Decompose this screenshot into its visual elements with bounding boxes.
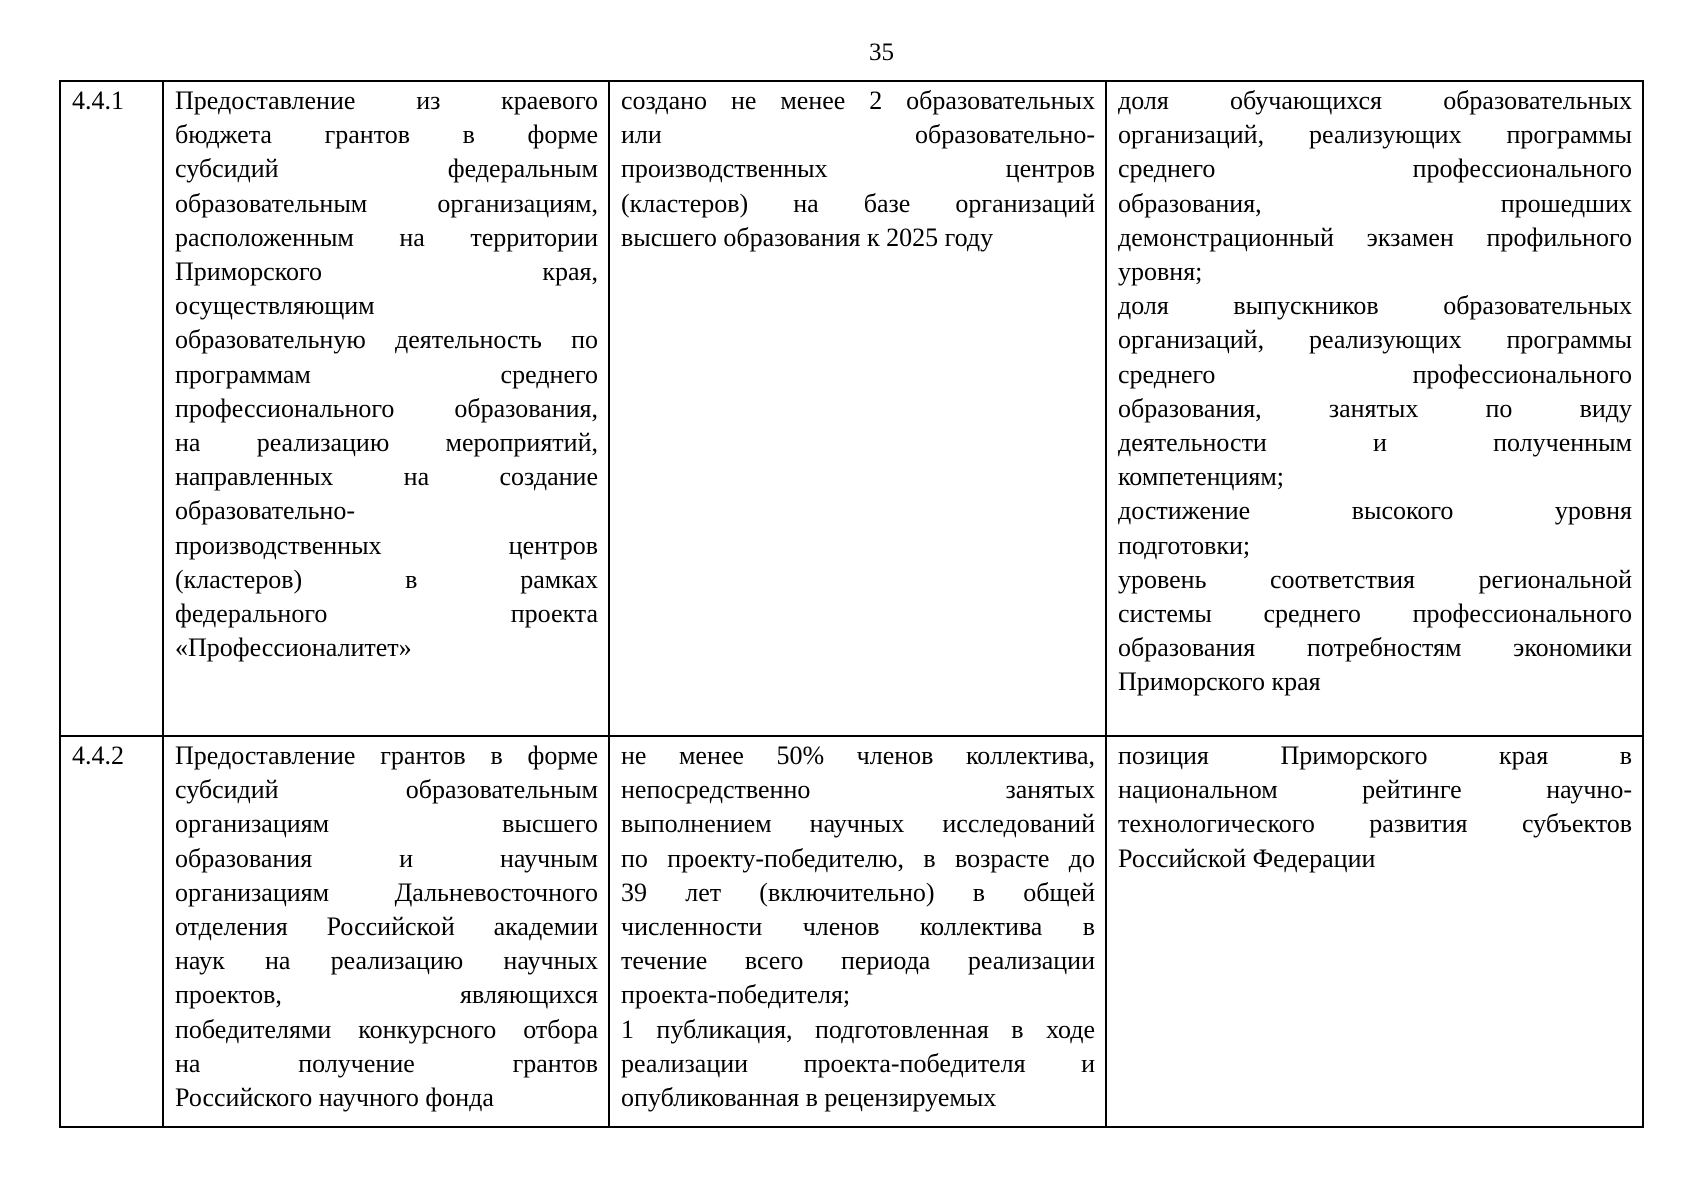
row-number-cell: 4.4.2 xyxy=(60,736,163,1127)
text-line: образования, занятых по виду xyxy=(1118,393,1632,423)
text-line: национальном рейтинге научно- xyxy=(1118,775,1632,805)
text-line: расположенным на территории xyxy=(175,222,598,252)
text-line: численности членов коллектива в xyxy=(621,912,1095,942)
measures-table xyxy=(59,80,1644,1128)
text-line: позиция Приморского края в xyxy=(1118,741,1632,770)
text-line: Предоставление грантов в форме xyxy=(175,741,598,770)
result-text xyxy=(621,84,1095,255)
text-line: «Профессионалитет» xyxy=(175,633,412,663)
text-line: технологического развития субъектов xyxy=(1118,809,1632,839)
text-line: или образовательно- xyxy=(621,120,1095,150)
text-line: Приморского края, xyxy=(175,257,598,287)
text-line: Российского научного фонда xyxy=(175,1083,494,1113)
table-row xyxy=(60,81,1643,736)
text-line: опубликованная в рецензируемых xyxy=(621,1083,997,1113)
text-line: производственных центров xyxy=(175,530,598,560)
text-line: образования и научным xyxy=(175,843,598,873)
text-line: организаций, реализующих программы xyxy=(1118,120,1632,150)
text-line: непосредственно занятых xyxy=(621,775,1095,805)
text-line: на получение грантов xyxy=(175,1048,598,1078)
text-line: образования, прошедших xyxy=(1118,188,1632,218)
text-line: деятельности и полученным xyxy=(1118,428,1632,458)
text-line: создано не менее 2 образовательных xyxy=(621,86,1095,115)
action-text xyxy=(175,84,598,665)
text-line: субсидий образовательным xyxy=(175,775,598,805)
text-line: проектов, являющихся xyxy=(175,980,598,1010)
text-line: 1 публикация, подготовленная в ходе xyxy=(621,1014,1095,1044)
text-line: отделения Российской академии xyxy=(175,912,598,942)
text-line: образования потребностям экономики xyxy=(1118,633,1632,663)
text-line: направленных на создание xyxy=(175,462,598,492)
text-line: не менее 50% членов коллектива, xyxy=(621,741,1095,770)
text-line: Приморского края xyxy=(1118,667,1321,697)
text-line: осуществляющим xyxy=(175,291,375,321)
text-line: программам среднего xyxy=(175,359,598,389)
text-line: доля обучающихся образовательных xyxy=(1118,86,1632,115)
text-line: Российской Федерации xyxy=(1118,843,1376,873)
result-cell xyxy=(609,81,1106,736)
text-line: среднего профессионального xyxy=(1118,154,1632,184)
text-line: выполнением научных исследований xyxy=(621,809,1095,839)
text-line: течение всего периода реализации xyxy=(621,946,1095,976)
text-line: профессионального образования, xyxy=(175,393,598,423)
text-line: 39 лет (включительно) в общей xyxy=(621,877,1095,907)
page-number: 35 xyxy=(869,39,894,66)
table-row xyxy=(60,736,1643,1127)
action-cell xyxy=(163,81,609,736)
text-line: наук на реализацию научных xyxy=(175,946,598,976)
row-number-cell: 4.4.1 xyxy=(60,81,163,736)
text-line: подготовки; xyxy=(1118,530,1251,560)
text-line: субсидий федеральным xyxy=(175,154,598,184)
text-line: (кластеров) на базе организаций xyxy=(621,188,1095,218)
action-text xyxy=(175,739,598,1115)
text-line: компетенциям; xyxy=(1118,462,1285,492)
text-line: образовательно- xyxy=(175,496,355,526)
text-line: системы среднего профессионального xyxy=(1118,599,1632,629)
indicators-text xyxy=(1118,84,1632,700)
text-line: уровень соответствия региональной xyxy=(1118,564,1632,594)
text-line: демонстрационный экзамен профильного xyxy=(1118,222,1632,252)
text-line: достижение высокого уровня xyxy=(1118,496,1632,526)
text-line: бюджета грантов в форме xyxy=(175,120,598,150)
indicators-cell xyxy=(1106,81,1643,736)
text-line: организаций, реализующих программы xyxy=(1118,325,1632,355)
result-cell xyxy=(609,736,1106,1127)
indicators-cell xyxy=(1106,736,1643,1127)
action-cell xyxy=(163,736,609,1127)
text-line: образовательную деятельность по xyxy=(175,325,598,355)
text-line: образовательным организациям, xyxy=(175,188,598,218)
text-line: организациям Дальневосточного xyxy=(175,877,598,907)
text-line: на реализацию мероприятий, xyxy=(175,428,598,458)
result-text xyxy=(621,739,1095,1115)
text-line: победителями конкурсного отбора xyxy=(175,1014,598,1044)
text-line: производственных центров xyxy=(621,154,1095,184)
text-line: (кластеров) в рамках xyxy=(175,564,598,594)
text-line: реализации проекта-победителя и xyxy=(621,1048,1095,1078)
text-line: федерального проекта xyxy=(175,599,598,629)
text-line: доля выпускников образовательных xyxy=(1118,291,1632,321)
text-line: уровня; xyxy=(1118,257,1203,287)
text-line: проекта-победителя; xyxy=(621,980,851,1010)
indicators-text xyxy=(1118,739,1632,876)
text-line: по проекту-победителю, в возрасте до xyxy=(621,843,1095,873)
text-line: Предоставление из краевого xyxy=(175,86,598,115)
text-line: среднего профессионального xyxy=(1118,359,1632,389)
text-line: высшего образования к 2025 году xyxy=(621,222,994,252)
text-line: организациям высшего xyxy=(175,809,598,839)
